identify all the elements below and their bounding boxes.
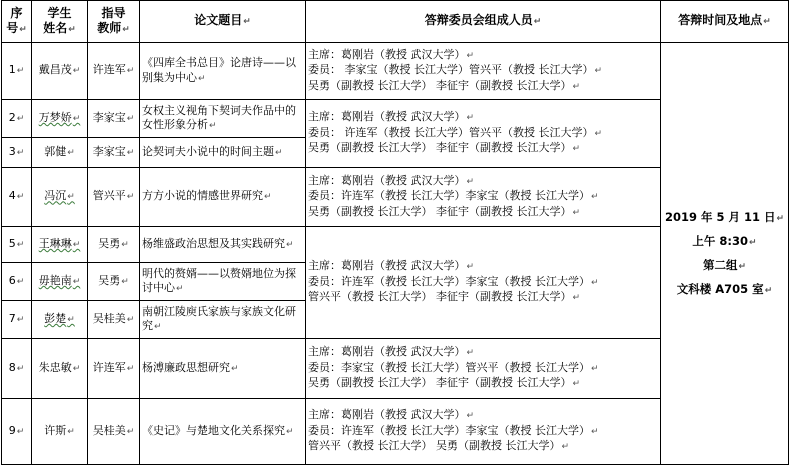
- student-cell: 毋艳南↵: [32, 263, 88, 301]
- paragraph-mark: ↵: [466, 50, 475, 61]
- defense-schedule-table: [1, 0, 789, 465]
- paragraph-mark: ↵: [67, 147, 75, 158]
- paragraph-mark: ↵: [572, 207, 581, 218]
- header-student: 学生 姓名↵: [32, 1, 88, 43]
- paragraph-mark: ↵: [286, 239, 294, 250]
- paragraph-mark: ↵: [763, 17, 771, 27]
- committee-chair: 主席：葛刚岩（教授 武汉大学）↵: [308, 110, 475, 124]
- advisor-cell: 吴桂美↵: [88, 301, 140, 339]
- title-cell: 杨溥廉政思想研究↵: [140, 339, 306, 399]
- header-committee: 答辩委员会组成人员↵: [306, 1, 661, 43]
- paragraph-mark: ↵: [231, 363, 239, 374]
- title-cell: 明代的赘婿——以赘婿地位为探讨中心↵: [140, 263, 306, 301]
- advisor-cell: 李家宝↵: [88, 138, 140, 168]
- paragraph-mark: ↵: [591, 192, 599, 203]
- paragraph-mark: ↵: [572, 144, 581, 155]
- header-advisor: 指导 教师↵: [88, 1, 140, 43]
- paragraph-mark: ↵: [572, 379, 581, 390]
- paragraph-mark: ↵: [16, 276, 25, 287]
- seq-cell: 6↵: [2, 263, 32, 301]
- title-cell: 《四库全书总目》论唐诗——以别集为中心↵: [140, 43, 306, 100]
- advisor-cell: 吴勇↵: [88, 263, 140, 301]
- paragraph-mark: ↵: [126, 192, 135, 203]
- student-cell: 彭楚↵: [32, 301, 88, 339]
- committee-chair: 主席：葛刚岩（教授 武汉大学）↵: [308, 47, 475, 61]
- title-cell: 方方小说的情感世界研究↵: [140, 168, 306, 227]
- paragraph-mark: ↵: [154, 322, 162, 332]
- paragraph-mark: ↵: [466, 113, 475, 124]
- title-cell: 论契诃夫小说中的时间主题↵: [140, 138, 306, 168]
- paragraph-mark: ↵: [776, 213, 785, 224]
- paragraph-mark: ↵: [264, 192, 272, 203]
- student-cell: 郭健↵: [32, 138, 88, 168]
- committee-chair: 主席：葛刚岩（教授 武汉大学）↵: [308, 173, 475, 187]
- schedule-date: 2019 年 5 月 11 日↵: [664, 209, 785, 224]
- seq-cell: 3↵: [2, 138, 32, 168]
- title-cell: 《史记》与楚地文化关系探究↵: [140, 399, 306, 465]
- committee-members: 委员：许连军（教授 长江大学）李家宝（教授 长江大学）↵: [308, 274, 599, 288]
- paragraph-mark: ↵: [286, 426, 294, 437]
- seq-cell: 7↵: [2, 301, 32, 339]
- committee-members-cont: 吴勇（副教授 长江大学） 李征宇（副教授 长江大学）↵: [308, 141, 581, 155]
- committee-members: 委员：李家宝（教授 长江大学）管兴平（教授 长江大学）↵: [308, 360, 599, 374]
- title-cell: 南朝江陵庾氏家族与家族文化研究↵: [140, 301, 306, 339]
- committee-members-cont: 吴勇（副教授 长江大学） 李征宇（副教授 长江大学）↵: [308, 204, 581, 218]
- paragraph-mark: ↵: [126, 314, 135, 325]
- committee-members-cont: 吴勇（副教授 长江大学） 李征宇（副教授 长江大学）↵: [308, 78, 581, 92]
- header-title: 论文题目↵: [140, 1, 306, 43]
- paragraph-mark: ↵: [591, 426, 599, 437]
- paragraph-mark: ↵: [591, 277, 599, 288]
- paragraph-mark: ↵: [72, 113, 81, 124]
- header-schedule: 答辩时间及地点↵: [661, 1, 789, 43]
- paragraph-mark: ↵: [764, 285, 773, 296]
- paragraph-mark: ↵: [122, 24, 130, 35]
- paragraph-mark: ↵: [466, 176, 475, 187]
- committee-members: 委员：许连军（教授 长江大学）李家宝（教授 长江大学）↵: [308, 423, 599, 437]
- committee-cell: [306, 100, 661, 168]
- committee-chair: 主席：葛刚岩（教授 武汉大学）↵: [308, 408, 475, 422]
- table-row: [2, 43, 789, 100]
- advisor-cell: 吴桂美↵: [88, 399, 140, 465]
- paragraph-mark: ↵: [126, 426, 135, 437]
- paragraph-mark: ↵: [16, 147, 25, 158]
- committee-members-cont: 管兴平（教授 长江大学） 李征宇（副教授 长江大学）↵: [308, 290, 581, 304]
- committee-members: 委员： 李家宝（教授 长江大学）管兴平（教授 长江大学）↵: [308, 63, 603, 77]
- paragraph-mark: ↵: [572, 293, 581, 304]
- committee-cell: [306, 399, 661, 465]
- committee-members: 委员：许连军（教授 长江大学）李家宝（教授 长江大学）↵: [308, 189, 599, 203]
- advisor-cell: 李家宝↵: [88, 100, 140, 138]
- seq-cell: 2↵: [2, 100, 32, 138]
- paragraph-mark: ↵: [533, 17, 542, 27]
- schedule-room: 文科楼 A705 室↵: [676, 281, 773, 296]
- paragraph-mark: ↵: [466, 348, 475, 359]
- paragraph-mark: ↵: [591, 363, 599, 374]
- paragraph-mark: ↵: [67, 192, 75, 203]
- paragraph-mark: ↵: [126, 363, 135, 374]
- paragraph-mark: ↵: [67, 314, 75, 325]
- paragraph-mark: ↵: [594, 66, 603, 77]
- paragraph-mark: ↵: [749, 237, 757, 248]
- committee-members-cont: 吴勇（副教授 长江大学） 李征宇（副教授 长江大学）↵: [308, 376, 581, 390]
- committee-cell: [306, 43, 661, 100]
- paragraph-mark: ↵: [126, 147, 135, 158]
- paragraph-mark: ↵: [176, 284, 184, 294]
- paragraph-mark: ↵: [72, 276, 81, 287]
- paragraph-mark: ↵: [16, 113, 25, 124]
- paragraph-mark: ↵: [16, 426, 25, 437]
- paragraph-mark: ↵: [126, 66, 135, 77]
- advisor-cell: 许连军↵: [88, 43, 140, 100]
- paragraph-mark: ↵: [16, 192, 25, 203]
- paragraph-mark: ↵: [738, 261, 747, 272]
- seq-cell: 5↵: [2, 227, 32, 263]
- advisor-cell: 管兴平↵: [88, 168, 140, 227]
- schedule-group: 第二组↵: [702, 257, 747, 272]
- committee-cell: [306, 339, 661, 399]
- paragraph-mark: ↵: [72, 239, 81, 250]
- seq-cell: 4↵: [2, 168, 32, 227]
- paragraph-mark: ↵: [72, 66, 81, 77]
- paragraph-mark: ↵: [209, 121, 217, 131]
- seq-cell: 8↵: [2, 339, 32, 399]
- paragraph-mark: ↵: [466, 411, 475, 422]
- schedule-cell: [661, 43, 789, 465]
- committee-cell: [306, 227, 661, 339]
- paragraph-mark: ↵: [561, 442, 570, 453]
- header-row: [2, 1, 789, 43]
- title-cell: 女权主义视角下契诃夫作品中的女性形象分析↵: [140, 100, 306, 138]
- header-seq: 序 号↵: [2, 1, 32, 43]
- paragraph-mark: ↵: [16, 363, 25, 374]
- paragraph-mark: ↵: [19, 24, 27, 35]
- student-cell: 万梦娇↵: [32, 100, 88, 138]
- paragraph-mark: ↵: [68, 24, 76, 35]
- paragraph-mark: ↵: [72, 363, 81, 374]
- paragraph-mark: ↵: [594, 128, 603, 139]
- advisor-cell: 吴勇↵: [88, 227, 140, 263]
- paragraph-mark: ↵: [16, 314, 25, 325]
- paragraph-mark: ↵: [275, 147, 283, 158]
- seq-cell: 9↵: [2, 399, 32, 465]
- paragraph-mark: ↵: [466, 262, 475, 273]
- student-cell: 王琳琳↵: [32, 227, 88, 263]
- committee-members: 委员： 许连军（教授 长江大学）管兴平（教授 长江大学）↵: [308, 125, 603, 139]
- paragraph-mark: ↵: [572, 81, 581, 92]
- paragraph-mark: ↵: [67, 426, 75, 437]
- paragraph-mark: ↵: [126, 113, 135, 124]
- student-cell: 朱忠敏↵: [32, 339, 88, 399]
- advisor-cell: 许连军↵: [88, 339, 140, 399]
- student-cell: 许斯↵: [32, 399, 88, 465]
- paragraph-mark: ↵: [121, 239, 129, 250]
- student-cell: 戴昌茂↵: [32, 43, 88, 100]
- paragraph-mark: ↵: [121, 276, 129, 287]
- schedule-time: 上午 8:30↵: [692, 233, 757, 248]
- committee-chair: 主席：葛刚岩（教授 武汉大学）↵: [308, 345, 475, 359]
- seq-cell: 1↵: [2, 43, 32, 100]
- committee-cell: [306, 168, 661, 227]
- paragraph-mark: ↵: [198, 73, 206, 84]
- paragraph-mark: ↵: [16, 239, 25, 250]
- student-cell: 冯沉↵: [32, 168, 88, 227]
- paragraph-mark: ↵: [243, 17, 251, 27]
- paragraph-mark: ↵: [16, 66, 25, 77]
- committee-members-cont: 管兴平（教授 长江大学） 吴勇（副教授 长江大学）↵: [308, 439, 570, 453]
- title-cell: 杨维盛政治思想及其实践研究↵: [140, 227, 306, 263]
- committee-chair: 主席：葛刚岩（教授 武汉大学）↵: [308, 259, 475, 273]
